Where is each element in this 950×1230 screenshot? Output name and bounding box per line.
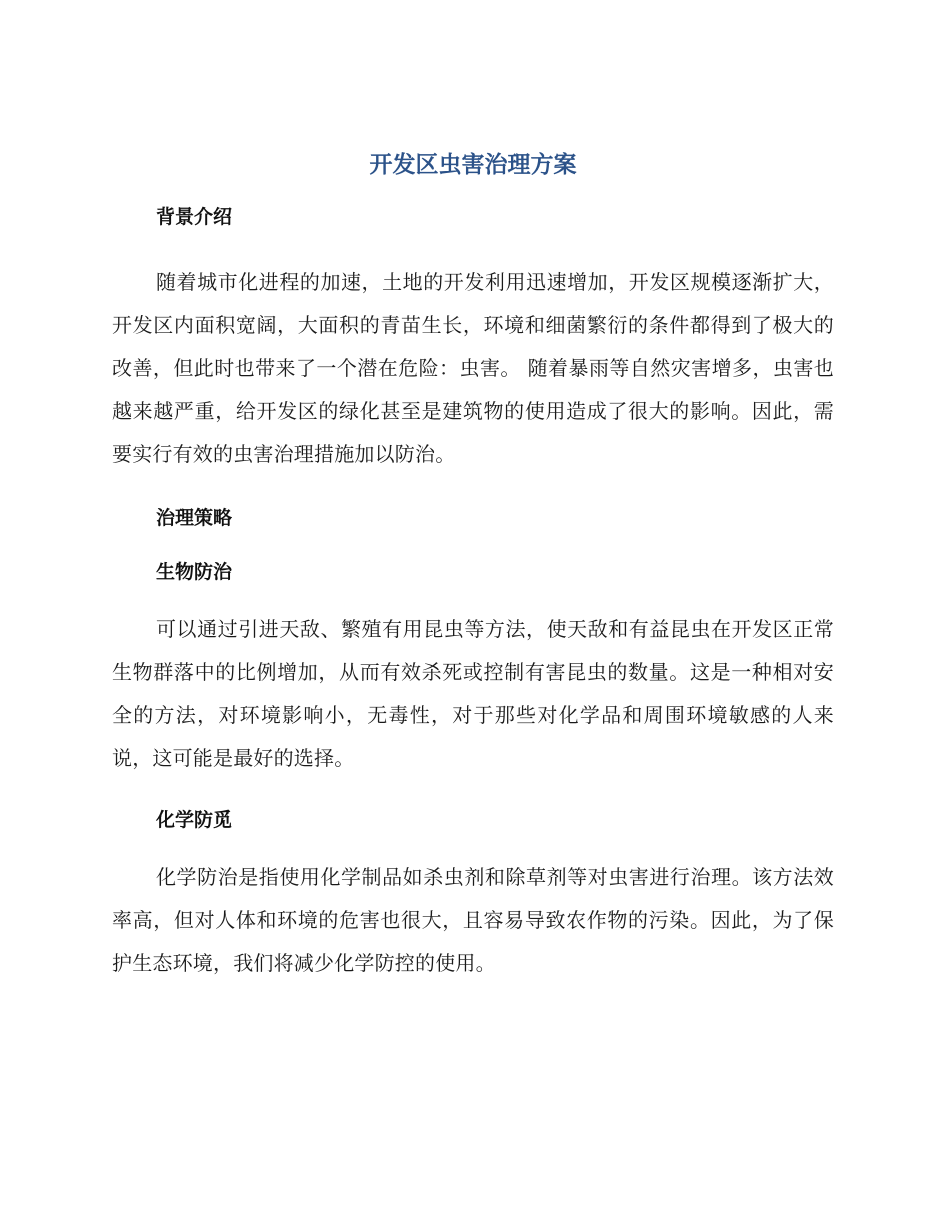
document-body <box>112 145 834 985</box>
section-heading-background: 背景介绍 <box>156 206 233 228</box>
section-paragraph-background: 随着城市化进程的加速，土地的开发利用迅速增加，开发区规模逐渐扩大，开发区内面积宽阔，大面积的青苗生长，环境和细菌繁衍的条件都得到了极大的改善，但此时也带来了一个潜在危险：虫害。 随着暴雨等自然灾害增多，虫害也越来越严重，给开发区的绿化甚至是建筑物的使用造成了很大的影响。因此，需要实行有效的虫害治理措施加以防治。 <box>112 270 834 466</box>
section-heading-chemical: 化学防觅 <box>156 809 233 831</box>
section-heading-strategy: 治理策略 <box>156 507 233 529</box>
section-paragraph-biological: 可以通过引进天敌、繁殖有用昆虫等方法，使天敌和有益昆虫在开发区正常生物群落中的比例增加，从而有效杀死或控制有害昆虫的数量。这是一种相对安全的方法，对环境影响小，无毒性，对于那些对化学品和周围环境敏感的人来说，这可能是最好的选择。 <box>112 617 834 770</box>
document-title: 开发区虫害治理方案 <box>369 152 577 178</box>
section-heading-biological: 生物防治 <box>156 561 233 583</box>
section-paragraph-chemical: 化学防治是指使用化学制品如杀虫剂和除草剂等对虫害进行治理。该方法效率高，但对人体和环境的危害也很大，且容易导致农作物的污染。因此，为了保护生态环境，我们将减少化学防控的使用。 <box>112 865 834 975</box>
